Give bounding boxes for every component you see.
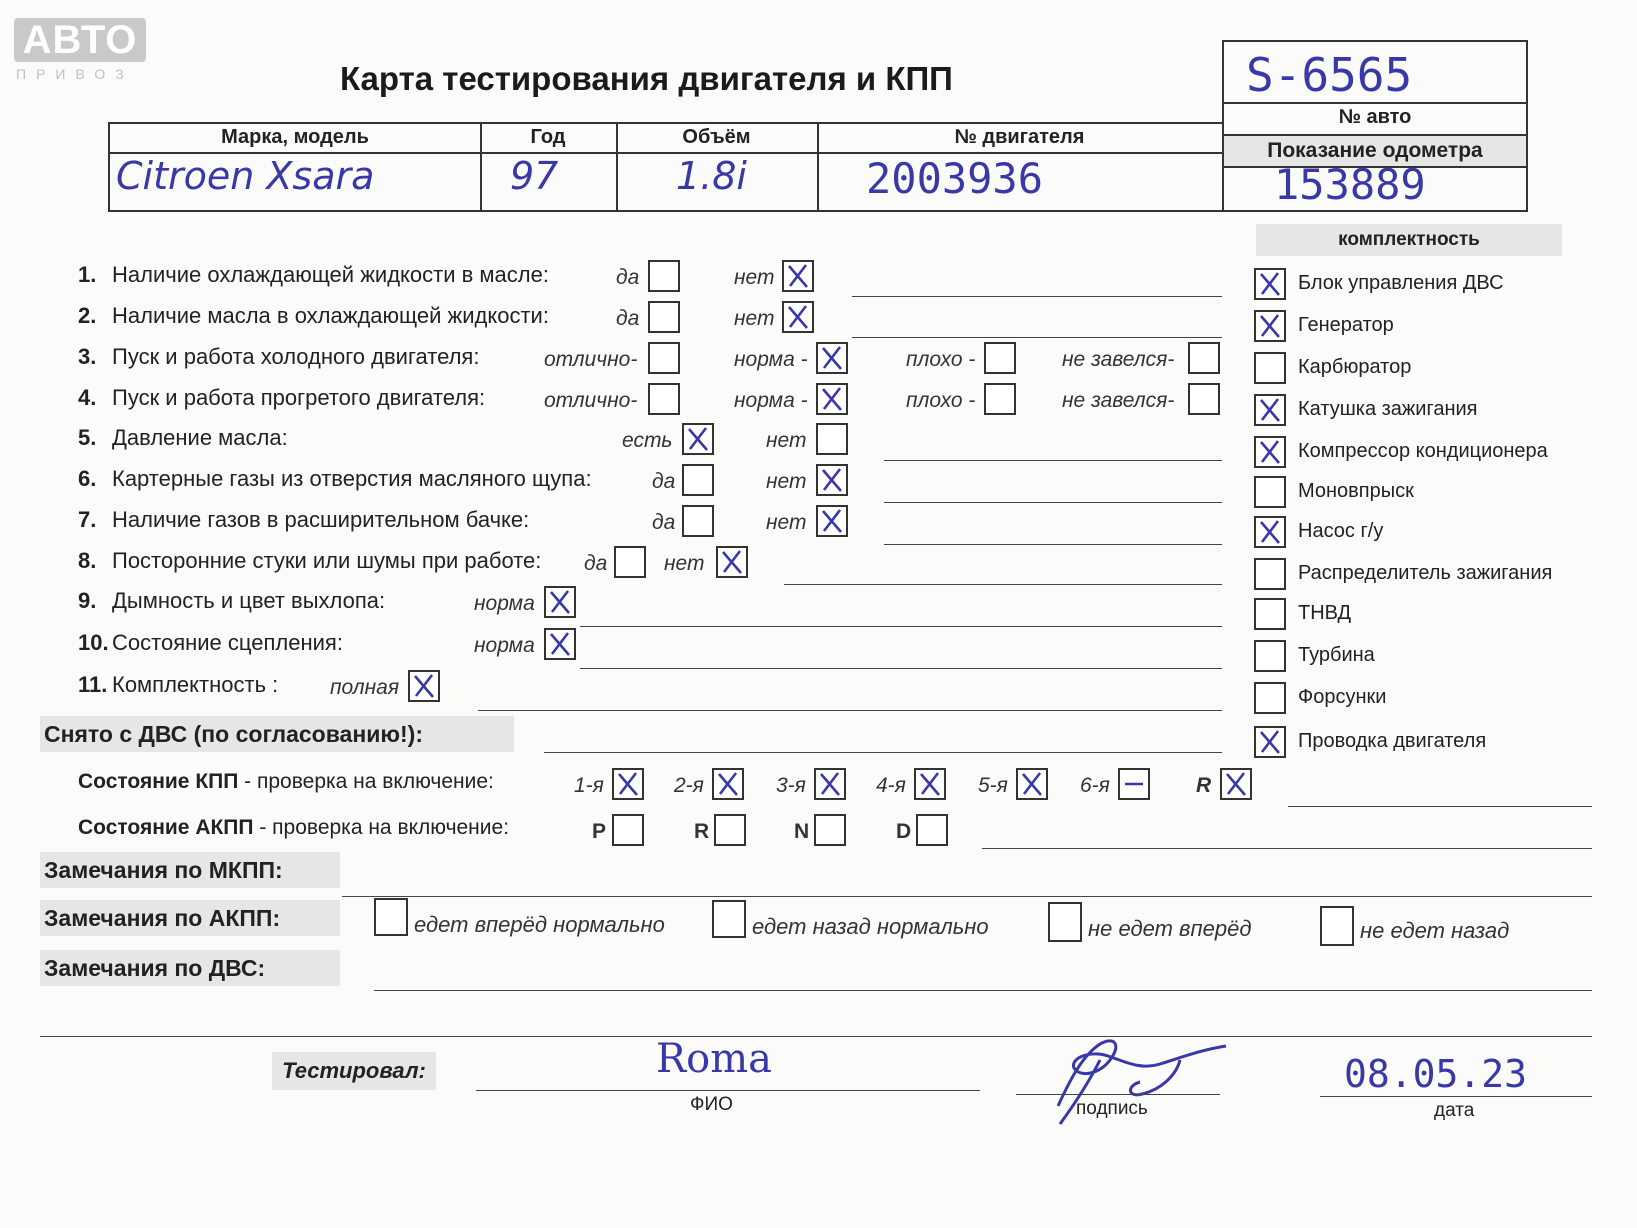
item-4-checkbox-excellent[interactable]: [648, 383, 680, 415]
item-3-checkbox-normal[interactable]: [816, 342, 848, 374]
remarks-dvs-line: [374, 990, 1592, 991]
item-5-checkbox-yes[interactable]: [682, 423, 714, 455]
engine-value: 2003936: [866, 154, 1044, 203]
item-8-line: [784, 584, 1222, 585]
akpp-option-back-ok-checkbox[interactable]: [712, 900, 746, 938]
signature-label: подпись: [1076, 1098, 1148, 1119]
signature-line: [1016, 1094, 1220, 1095]
item-6-checkbox-net[interactable]: [816, 464, 848, 496]
check-mark-icon: [546, 588, 574, 616]
completeness-label-ac-compressor: Компрессор кондиционера: [1298, 440, 1548, 462]
completeness-title: комплектность: [1256, 224, 1562, 256]
completeness-checkbox-wiring[interactable]: [1254, 726, 1286, 758]
item-1-number: 1.: [78, 262, 97, 287]
item-6-number: 6.: [78, 466, 97, 491]
item-3-opt-normal: норма -: [734, 348, 808, 371]
item-4-opt-bad: плохо -: [906, 389, 976, 412]
item-4-checkbox-normal[interactable]: [816, 383, 848, 415]
akpp-option-no-back-label: не едет назад: [1360, 918, 1510, 943]
check-mark-icon: [1256, 270, 1284, 298]
separator-line: [40, 1036, 1592, 1037]
check-mark-icon: [684, 425, 712, 453]
akpp-option-forward-ok-label: едет вперёд нормально: [414, 912, 665, 937]
item-3-checkbox-nostart[interactable]: [1188, 342, 1220, 374]
tested-by-label: Тестировал:: [272, 1052, 436, 1090]
tester-name-line: [476, 1090, 980, 1091]
check-mark-icon: [1256, 396, 1284, 424]
year-label: Год: [530, 126, 566, 148]
item-2-checkbox-da[interactable]: [648, 301, 680, 333]
item-1-checkbox-net[interactable]: [782, 260, 814, 292]
item-2-opt-da: да: [616, 307, 640, 330]
completeness-checkbox-turbine[interactable]: [1254, 640, 1286, 672]
completeness-checkbox-ac-compressor[interactable]: [1254, 436, 1286, 468]
check-mark-icon: [1256, 728, 1284, 756]
removed-line: [544, 752, 1222, 753]
remarks-mkpp-line: [342, 896, 1592, 897]
completeness-checkbox-ignition-coil[interactable]: [1254, 394, 1286, 426]
check-mark-icon: [1018, 770, 1046, 798]
remarks-mkpp-label: Замечания по МКПП:: [40, 852, 340, 888]
completeness-label-ignition-coil: Катушка зажигания: [1298, 398, 1478, 420]
item-4-opt-nostart: не завелся-: [1062, 389, 1175, 412]
check-mark-icon: [1256, 312, 1284, 340]
kpp-label-bold: Состояние КПП: [78, 770, 239, 793]
item-8-checkbox-da[interactable]: [614, 546, 646, 578]
gear-r-label: R: [1196, 774, 1212, 797]
check-mark-icon: [546, 630, 574, 658]
model-label: Марка, модель: [221, 126, 369, 148]
akpp-option-no-back-checkbox[interactable]: [1320, 906, 1354, 946]
completeness-checkbox-tnvd[interactable]: [1254, 598, 1286, 630]
gear-4-checkbox[interactable]: [914, 768, 946, 800]
date-value: 08.05.23: [1344, 1052, 1528, 1096]
completeness-label-mono-injection: Моновпрыск: [1298, 480, 1414, 502]
akpp-option-forward-ok-checkbox[interactable]: [374, 898, 408, 936]
date-line: [1320, 1096, 1592, 1097]
fio-label: ФИО: [690, 1094, 733, 1115]
check-mark-icon: [1256, 438, 1284, 466]
item-10-opt-normal: норма: [474, 634, 535, 657]
item-9-opt-normal: норма: [474, 592, 535, 615]
item-6-line: [884, 502, 1222, 503]
completeness-checkbox-mono-injection[interactable]: [1254, 476, 1286, 508]
completeness-label-tnvd: ТНВД: [1298, 602, 1352, 624]
car-number-value: S-6565: [1246, 48, 1413, 102]
item-4-number: 4.: [78, 385, 97, 410]
kpp-line: [1288, 806, 1592, 807]
item-4-text: Пуск и работа прогретого двигателя:: [112, 385, 486, 410]
header-table: [108, 122, 1224, 212]
item-4-checkbox-bad[interactable]: [984, 383, 1016, 415]
item-3-opt-bad: плохо -: [906, 348, 976, 371]
check-mark-icon: [410, 672, 438, 700]
akpp-option-no-forward-checkbox[interactable]: [1048, 902, 1082, 942]
item-5-number: 5.: [78, 425, 97, 450]
car-number-divider: [1224, 102, 1526, 104]
item-1-opt-da: да: [616, 266, 640, 289]
akpp-mode-d-checkbox[interactable]: [916, 814, 948, 846]
akpp-label-bold: Состояние АКПП: [78, 816, 254, 839]
avto-privoz-logo: АВТО: [14, 18, 146, 62]
item-4-checkbox-nostart[interactable]: [1188, 383, 1220, 415]
item-9-text: Дымность и цвет выхлопа:: [112, 588, 386, 613]
akpp-option-back-ok-label: едет назад нормально: [752, 914, 989, 939]
engine-label: № двигателя: [954, 126, 1085, 148]
check-mark-icon: [816, 770, 844, 798]
completeness-label-distributor: Распределитель зажигания: [1298, 562, 1553, 584]
item-2-number: 2.: [78, 303, 97, 328]
item-5-text: Давление масла:: [112, 425, 288, 450]
completeness-checkbox-power-steering-pump[interactable]: [1254, 516, 1286, 548]
akpp-option-no-forward-label: не едет вперёд: [1088, 916, 1252, 941]
akpp-mode-r-checkbox[interactable]: [714, 814, 746, 846]
gear-r-checkbox[interactable]: [1220, 768, 1252, 800]
akpp-mode-n-label: N: [794, 820, 810, 843]
item-7-checkbox-da[interactable]: [682, 505, 714, 537]
item-3-checkbox-bad[interactable]: [984, 342, 1016, 374]
akpp-label-rest: - проверка на включение:: [253, 816, 510, 839]
check-mark-icon: [1256, 518, 1284, 546]
gear-5-checkbox[interactable]: [1016, 768, 1048, 800]
item-11-opt-full: полная: [330, 676, 400, 699]
item-5-line: [884, 460, 1222, 461]
gear-5-label: 5-я: [978, 774, 1008, 797]
item-4-opt-excellent: отлично-: [544, 389, 638, 412]
completeness-label-turbine: Турбина: [1298, 644, 1375, 666]
check-mark-icon: [784, 262, 812, 290]
item-6-text: Картерные газы из отверстия масляного щупа:: [112, 466, 592, 491]
volume-label: Объём: [682, 126, 751, 148]
akpp-mode-p-checkbox[interactable]: [612, 814, 644, 846]
gear-2-checkbox[interactable]: [712, 768, 744, 800]
kpp-label-rest: - проверка на включение:: [238, 770, 494, 793]
item-8-number: 8.: [78, 548, 97, 573]
akpp-label: [78, 816, 509, 840]
check-mark-icon: [714, 770, 742, 798]
item-2-line: [852, 337, 1222, 338]
completeness-checkbox-carburetor[interactable]: [1254, 352, 1286, 384]
remarks-akpp-label: Замечания по АКПП:: [40, 900, 340, 936]
item-8-checkbox-net[interactable]: [716, 546, 748, 578]
completeness-label-carburetor: Карбюратор: [1298, 356, 1412, 378]
gear-1-checkbox[interactable]: [612, 768, 644, 800]
item-1-text: Наличие охлаждающей жидкости в масле:: [112, 262, 549, 287]
item-1-opt-net: нет: [734, 266, 775, 289]
remarks-dvs-label: Замечания по ДВС:: [40, 950, 340, 986]
completeness-checkbox-injectors[interactable]: [1254, 682, 1286, 714]
removed-label: Снято с ДВС (по согласованию!):: [40, 716, 514, 752]
check-mark-icon: [916, 770, 944, 798]
item-9-checkbox-normal[interactable]: [544, 586, 576, 618]
gear-3-checkbox[interactable]: [814, 768, 846, 800]
odometer-label: Показание одометра: [1224, 134, 1526, 168]
gear-1-label: 1-я: [574, 774, 604, 797]
car-number-label: № авто: [1338, 106, 1412, 128]
item-1-line: [852, 296, 1222, 297]
akpp-line: [982, 848, 1592, 849]
akpp-mode-d-label: D: [896, 820, 912, 843]
car-number-box: [1222, 40, 1528, 212]
item-2-checkbox-net[interactable]: [782, 301, 814, 333]
item-5-checkbox-no[interactable]: [816, 423, 848, 455]
item-10-line: [580, 668, 1222, 669]
item-7-checkbox-net[interactable]: [816, 505, 848, 537]
check-mark-icon: [784, 303, 812, 331]
item-4-opt-normal: норма -: [734, 389, 808, 412]
item-8-opt-da: да: [584, 552, 608, 575]
page-title: Карта тестирования двигателя и КПП: [340, 60, 953, 97]
completeness-checkbox-generator[interactable]: [1254, 310, 1286, 342]
item-10-number: 10.: [78, 630, 109, 655]
akpp-mode-n-checkbox[interactable]: [814, 814, 846, 846]
check-mark-icon: [818, 344, 846, 372]
check-mark-icon: [818, 466, 846, 494]
model-value: Citroen Xsara: [116, 154, 375, 198]
item-2-opt-net: нет: [734, 307, 775, 330]
check-mark-icon: [614, 770, 642, 798]
check-mark-icon: [1222, 770, 1250, 798]
gear-6-label: 6-я: [1080, 774, 1110, 797]
item-1-checkbox-da[interactable]: [648, 260, 680, 292]
akpp-mode-p-label: P: [592, 820, 607, 843]
item-5-opt-yes: есть: [622, 429, 673, 452]
check-mark-icon: [818, 507, 846, 535]
gear-2-label: 2-я: [674, 774, 704, 797]
item-3-number: 3.: [78, 344, 97, 369]
completeness-label-ecu: Блок управления ДВС: [1298, 272, 1504, 294]
kpp-label: [78, 770, 494, 794]
gear-3-label: 3-я: [776, 774, 806, 797]
item-11-line: [478, 710, 1222, 711]
volume-value: 1.8i: [676, 154, 747, 198]
completeness-label-wiring: Проводка двигателя: [1298, 730, 1487, 752]
item-3-text: Пуск и работа холодного двигателя:: [112, 344, 480, 369]
tester-name-value: Roma: [656, 1036, 772, 1082]
check-mark-icon: [818, 385, 846, 413]
odometer-value: 153889: [1274, 160, 1426, 209]
date-label: дата: [1434, 1100, 1475, 1121]
item-9-line: [580, 626, 1222, 627]
completeness-checkbox-ecu[interactable]: [1254, 268, 1286, 300]
item-3-checkbox-excellent[interactable]: [648, 342, 680, 374]
item-7-line: [884, 544, 1222, 545]
item-7-text: Наличие газов в расширительном бачке:: [112, 507, 530, 532]
item-5-opt-no: нет: [766, 429, 807, 452]
item-11-checkbox-full[interactable]: [408, 670, 440, 702]
completeness-label-power-steering-pump: Насос г/у: [1298, 520, 1384, 542]
item-8-text: Посторонние стуки или шумы при работе:: [112, 548, 542, 573]
item-6-opt-net: нет: [766, 470, 807, 493]
dash-mark-icon: [1120, 770, 1148, 798]
item-11-text: Комплектность :: [112, 672, 279, 697]
completeness-label-generator: Генератор: [1298, 314, 1394, 336]
item-3-opt-nostart: не завелся-: [1062, 348, 1175, 371]
item-10-text: Состояние сцепления:: [112, 630, 343, 655]
item-8-opt-net: нет: [664, 552, 705, 575]
check-mark-icon: [718, 548, 746, 576]
item-2-text: Наличие масла в охлаждающей жидкости:: [112, 303, 549, 328]
item-3-opt-excellent: отлично-: [544, 348, 638, 371]
item-7-number: 7.: [78, 507, 97, 532]
completeness-checkbox-distributor[interactable]: [1254, 558, 1286, 590]
akpp-mode-r-label: R: [694, 820, 710, 843]
item-9-number: 9.: [78, 588, 97, 613]
completeness-label-injectors: Форсунки: [1298, 686, 1387, 708]
item-7-opt-net: нет: [766, 511, 807, 534]
item-6-checkbox-da[interactable]: [682, 464, 714, 496]
gear-6-checkbox[interactable]: [1118, 768, 1150, 800]
logo-subtitle: ПРИВОЗ: [16, 66, 134, 82]
item-6-opt-da: да: [652, 470, 676, 493]
item-10-checkbox-normal[interactable]: [544, 628, 576, 660]
item-7-opt-da: да: [652, 511, 676, 534]
year-value: 97: [510, 154, 559, 198]
item-11-number: 11.: [78, 672, 108, 697]
gear-4-label: 4-я: [876, 774, 906, 797]
